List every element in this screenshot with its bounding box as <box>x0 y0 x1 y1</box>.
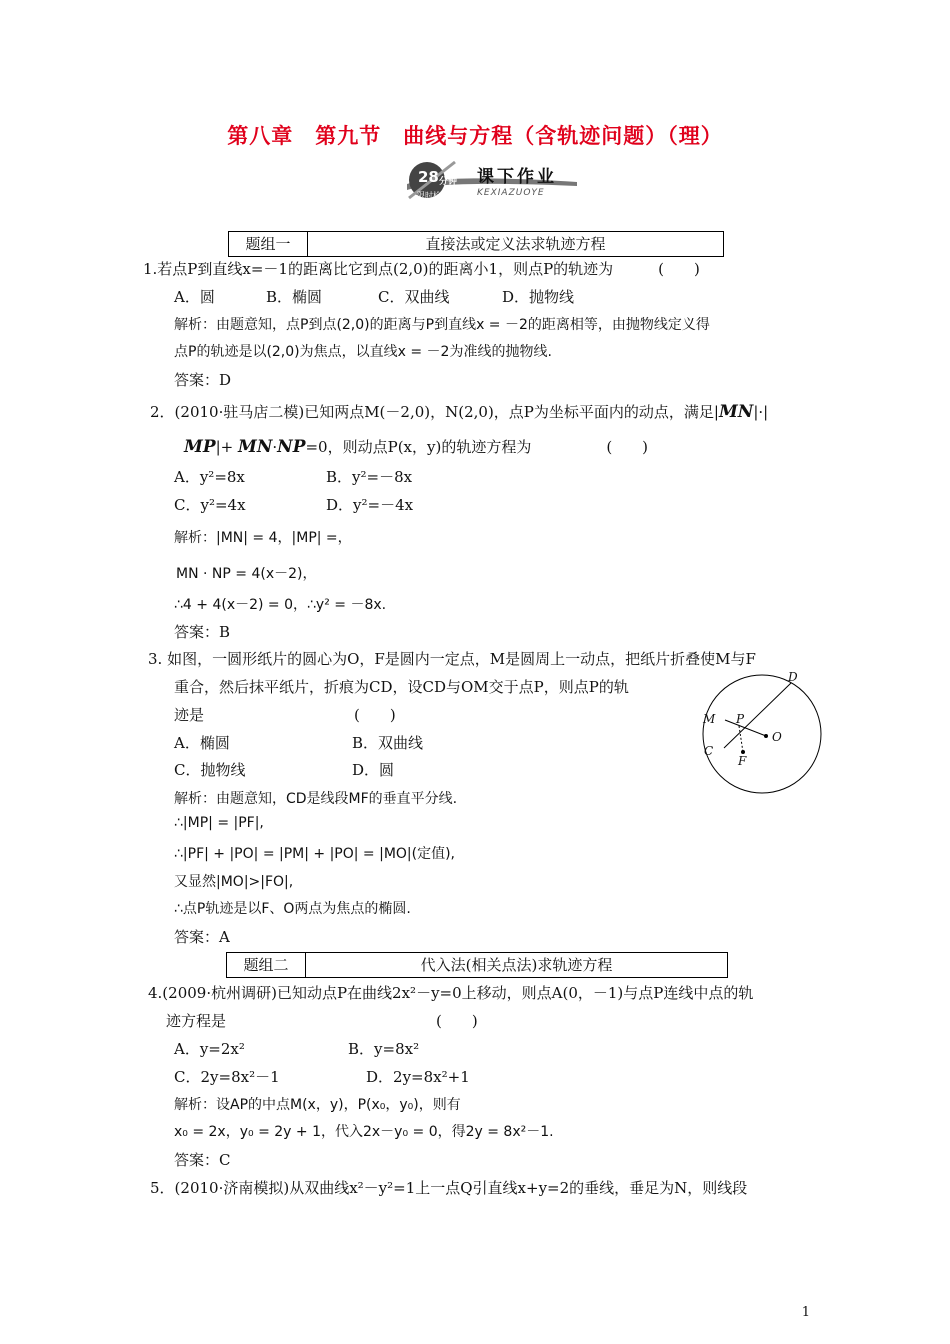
badge-sub: KEXIAZUOYE <box>477 188 545 198</box>
q3-analysis-4: 又显然|MO|>|FO|, <box>174 874 294 890</box>
q2-option-b: B．y²=－8x <box>326 468 413 486</box>
q4-analysis-1: 解析：设AP的中点M(x，y)，P(x₀，y₀)，则有 <box>174 1097 461 1113</box>
q2-stem-text: 2．(2010·驻马店二模)已知两点M(－2,0)，N(2,0)，点P为坐标平面内的动点，满足| <box>150 403 719 421</box>
q2-analysis-1: 解析：|MN| = 4，|MP| =， <box>174 530 352 546</box>
group-topic: 直接法或定义法求轨迹方程 <box>425 235 606 253</box>
page-number: 1 <box>801 1305 810 1320</box>
q4-analysis-2: x₀ = 2x，y₀ = 2y + 1，代入2x－y₀ = 0，得2y = 8x²－1. <box>174 1124 554 1140</box>
q3-option-b: B．双曲线 <box>352 734 424 752</box>
q2-option-a: A．y²=8x <box>174 468 245 486</box>
label-f: F <box>738 754 747 768</box>
q4-answer: 答案：C <box>174 1151 231 1169</box>
q1-option-b: B．椭圆 <box>266 288 323 306</box>
q4-option-c: C．2y=8x²－1 <box>174 1068 280 1086</box>
label-c: C <box>704 744 714 758</box>
vector-mn: MN <box>718 402 754 422</box>
vector-mp: MP <box>184 437 216 457</box>
label-p: P <box>736 712 745 726</box>
q2-tail: =0，则动点P(x，y)的轨迹方程为 ( ) <box>305 438 649 456</box>
q3-analysis-2: ∴|MP| = |PF|, <box>174 815 264 831</box>
q4-option-d: D．2y=8x²+1 <box>366 1068 470 1086</box>
q3-analysis-5: ∴点P轨迹是以F、O两点为焦点的椭圆. <box>174 901 411 917</box>
group-topic: 代入法(相关点法)求轨迹方程 <box>420 956 613 974</box>
label-o: O <box>772 730 782 744</box>
q3-option-c: C．抛物线 <box>174 761 246 779</box>
q2-analysis-3: ∴4 + 4(x－2) = 0，∴y² = －8x. <box>174 597 387 613</box>
badge-line1: 分钟 <box>439 177 458 187</box>
q2-mid: |+ <box>215 438 234 456</box>
page-title: 第八章 第九节 曲线与方程（含轨迹问题）（理） <box>227 124 723 148</box>
exercise-badge <box>407 158 577 206</box>
q3-analysis-1: 解析：由题意知，CD是线段MF的垂直平分线. <box>174 791 458 807</box>
vector-mn-2: MN <box>238 437 273 457</box>
q2-answer: 答案：B <box>174 623 231 641</box>
q1-analysis-2: 点P的轨迹是以(2,0)为焦点，以直线x = －2为准线的抛物线. <box>174 344 552 360</box>
group-header-1 <box>228 231 724 257</box>
group-name: 题组一 <box>229 232 308 256</box>
q4-option-a: A．y=2x² <box>174 1040 245 1058</box>
badge-number: 28 <box>418 168 439 186</box>
q2-analysis-2: MN · NP = 4(x－2)， <box>176 566 317 582</box>
q1-stem: 1.若点P到直线x=－1的距离比它到点(2,0)的距离小1，则点P的轨迹为 ( ) <box>143 260 700 278</box>
q1-option-d: D．抛物线 <box>502 288 575 306</box>
q2-option-c: C．y²=4x <box>174 496 246 514</box>
q2-option-d: D．y²=－4x <box>326 496 414 514</box>
group-name: 题组二 <box>227 953 306 977</box>
group-header-2 <box>226 952 728 978</box>
q2-stem-line1: 2．(2010·驻马店二模)已知两点M(－2,0)，N(2,0)，点P为坐标平面内的动点，满足|MN|·| <box>150 402 769 422</box>
q3-answer: 答案：A <box>174 928 230 946</box>
q1-option-a: A．圆 <box>174 288 215 306</box>
q3-stem-line1: 3. 如图，一圆形纸片的圆心为O，F是圆内一定点，M是圆周上一动点，把纸片折叠使M与F <box>148 650 756 668</box>
label-m: M <box>703 712 716 726</box>
q3-stem-line3: 迹是 ( ) <box>174 706 396 724</box>
q1-analysis-1: 解析：由题意知，点P到点(2,0)的距离与P到直线x = －2的距离相等，由抛物线定义得 <box>174 317 710 333</box>
q4-stem-line1: 4.(2009·杭州调研)已知动点P在曲线2x²－y=0上移动，则点A(0，－1)与点P连线中点的轨 <box>148 984 754 1002</box>
q3-option-d: D．圆 <box>352 761 395 779</box>
q2-stem-line2: MP|+ MN·NP=0，则动点P(x，y)的轨迹方程为 ( ) <box>184 437 649 457</box>
q1-option-c: C．双曲线 <box>378 288 450 306</box>
badge-line2: 限时检测 <box>417 191 449 200</box>
circle-figure <box>698 670 828 795</box>
q3-analysis-3: ∴|PF| + |PO| = |PM| + |PO| = |MO|(定值), <box>174 846 456 862</box>
q4-option-b: B．y=8x² <box>348 1040 420 1058</box>
q3-stem-line2: 重合，然后抹平纸片，折痕为CD，设CD与OM交于点P，则点P的轨 <box>174 678 629 696</box>
q4-stem-line2: 迹方程是 ( ) <box>166 1012 478 1030</box>
q3-option-a: A．椭圆 <box>174 734 230 752</box>
badge-label: 课下作业 <box>477 167 557 187</box>
vector-np: NP <box>277 437 306 457</box>
q1-answer: 答案：D <box>174 371 232 389</box>
q5-stem-line1: 5．(2010·济南模拟)从双曲线x²－y²=1上一点Q引直线x+y=2的垂线，垂足为N，则线段 <box>150 1179 748 1197</box>
label-d: D <box>788 670 798 684</box>
